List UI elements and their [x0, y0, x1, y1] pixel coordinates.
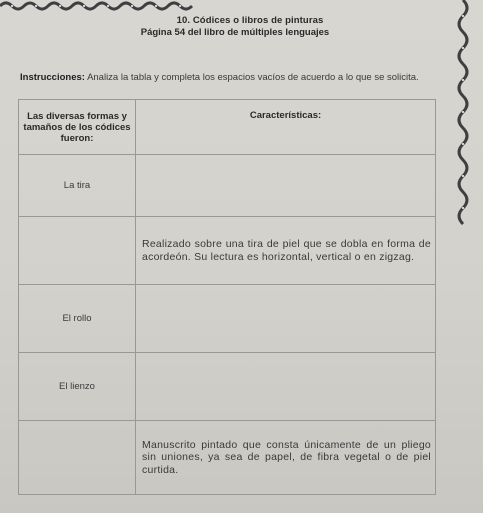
column-header-forms: Las diversas formas y tamaños de los códices fueron:: [19, 100, 136, 155]
form-name-cell: El lienzo: [19, 353, 136, 421]
instructions: [20, 71, 450, 84]
column-header-characteristics: Características:: [136, 100, 436, 155]
decorative-border-top: [0, 0, 200, 14]
characteristics-cell-empty[interactable]: [136, 353, 436, 421]
form-name-cell-empty[interactable]: [19, 421, 136, 495]
worksheet-title: 10. Códices o libros de pinturas: [176, 15, 324, 26]
worksheet-header: [0, 15, 390, 38]
codices-table: [18, 99, 436, 495]
table-row: [19, 217, 436, 285]
form-name-cell: El rollo: [19, 285, 136, 353]
table-row: [19, 353, 436, 421]
form-name-cell-empty[interactable]: [19, 217, 136, 285]
table-row: [19, 155, 436, 217]
characteristics-cell: Realizado sobre una tira de piel que se dobla en forma de acordeón. Su lectura es horizontal, vertical o en zigzag.: [136, 217, 436, 285]
characteristics-cell-empty[interactable]: [136, 155, 436, 217]
table-row: [19, 421, 436, 495]
characteristics-cell-empty[interactable]: [136, 285, 436, 353]
characteristics-cell: Manuscrito pintado que consta únicamente de un pliego sin uniones, ya sea de papel, de fibra vegetal o de piel curtida.: [136, 421, 436, 495]
form-name-cell: La tira: [19, 155, 136, 217]
table-row: [19, 285, 436, 353]
instructions-label: Instrucciones:: [20, 72, 85, 83]
decorative-border-right: [443, 0, 483, 240]
worksheet-subtitle: Página 54 del libro de múltiples lenguajes: [140, 27, 330, 38]
instructions-text: Analiza la tabla y completa los espacios vacíos de acuerdo a lo que se solicita.: [87, 72, 419, 83]
table-header-row: [19, 100, 436, 155]
